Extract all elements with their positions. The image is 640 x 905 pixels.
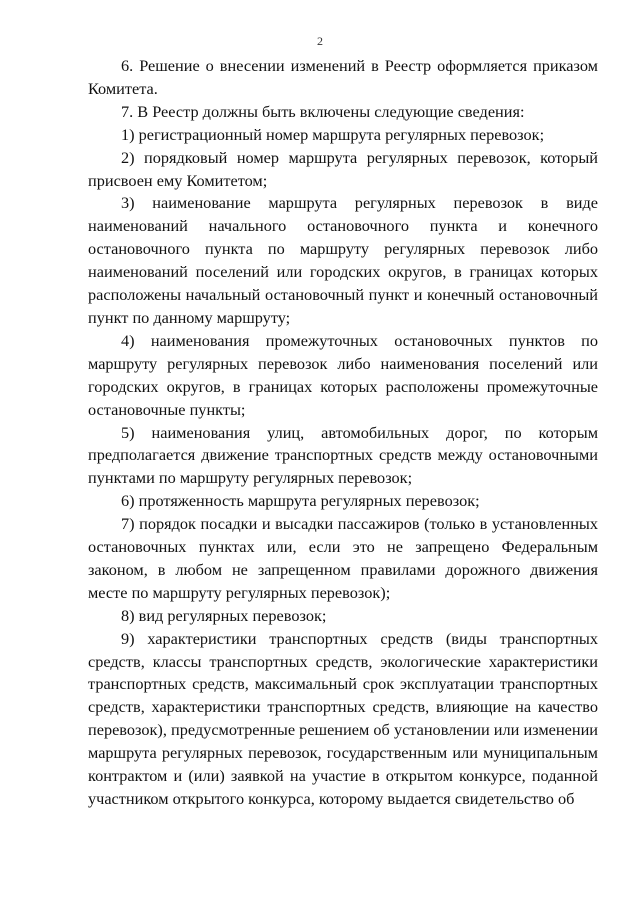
list-item-3: 3) наименование маршрута регулярных перевозок в виде наименований начального остановочного пункта и конечного остановочного пункта по маршруту регулярных перевозок либо наименований поселений или городских округов, в границах которых расположены начальный остановочный пункт и конечный остановочный пункт по данному маршруту; — [88, 193, 598, 327]
list-item-8: 8) вид регулярных перевозок; — [121, 605, 327, 625]
list-item-5: 5) наименования улиц, автомобильных дорог, по которым предполагается движение транспортных средств между остановочными пунктами по маршруту регулярных перевозок; — [88, 422, 598, 488]
paragraph-6-decision: 6. Решение о внесении изменений в Реестр оформляется приказом Комитета. — [88, 56, 598, 98]
list-item-2: 2) порядковый номер маршрута регулярных перевозок, который присвоен ему Комитетом; — [88, 147, 598, 190]
document-body — [88, 55, 598, 811]
list-item-1: 1) регистрационный номер маршрута регулярных перевозок; — [121, 124, 545, 144]
list-item-4: 4) наименования промежуточных остановочных пунктов по маршруту регулярных перевозок либо наименования поселений или городских округов, в границах которых расположены промежуточные остановочные пункты; — [88, 330, 598, 419]
list-item-6: 6) протяженность маршрута регулярных перевозок; — [121, 491, 480, 511]
list-item-7: 7) порядок посадки и высадки пассажиров (только в установленных остановочных пунктах или, если это не запрещено Федеральным законом, в любом не запрещенном правилами дорожного движения месте по маршруту регулярных перевозок); — [88, 514, 598, 602]
list-item-9: 9) характеристики транспортных средств (виды транспортных средств, классы транспортных средств, экологические характеристики транспортных средств, максимальный срок эксплуатации транспортных средств, характеристики транспортных средств, влияющие на качество перевозок), предусмотренные решением об установлении или изменении маршрута регулярных перевозок, государственным или муниципальным контрактом и (или) заявкой на участие в открытом конкурсе, поданной участником открытого конкурса, которому выдается свидетельство об — [88, 628, 598, 808]
paragraph-7-registry-info: 7. В Реестр должны быть включены следующие сведения: — [121, 101, 525, 121]
page-number: 2 — [317, 34, 323, 48]
